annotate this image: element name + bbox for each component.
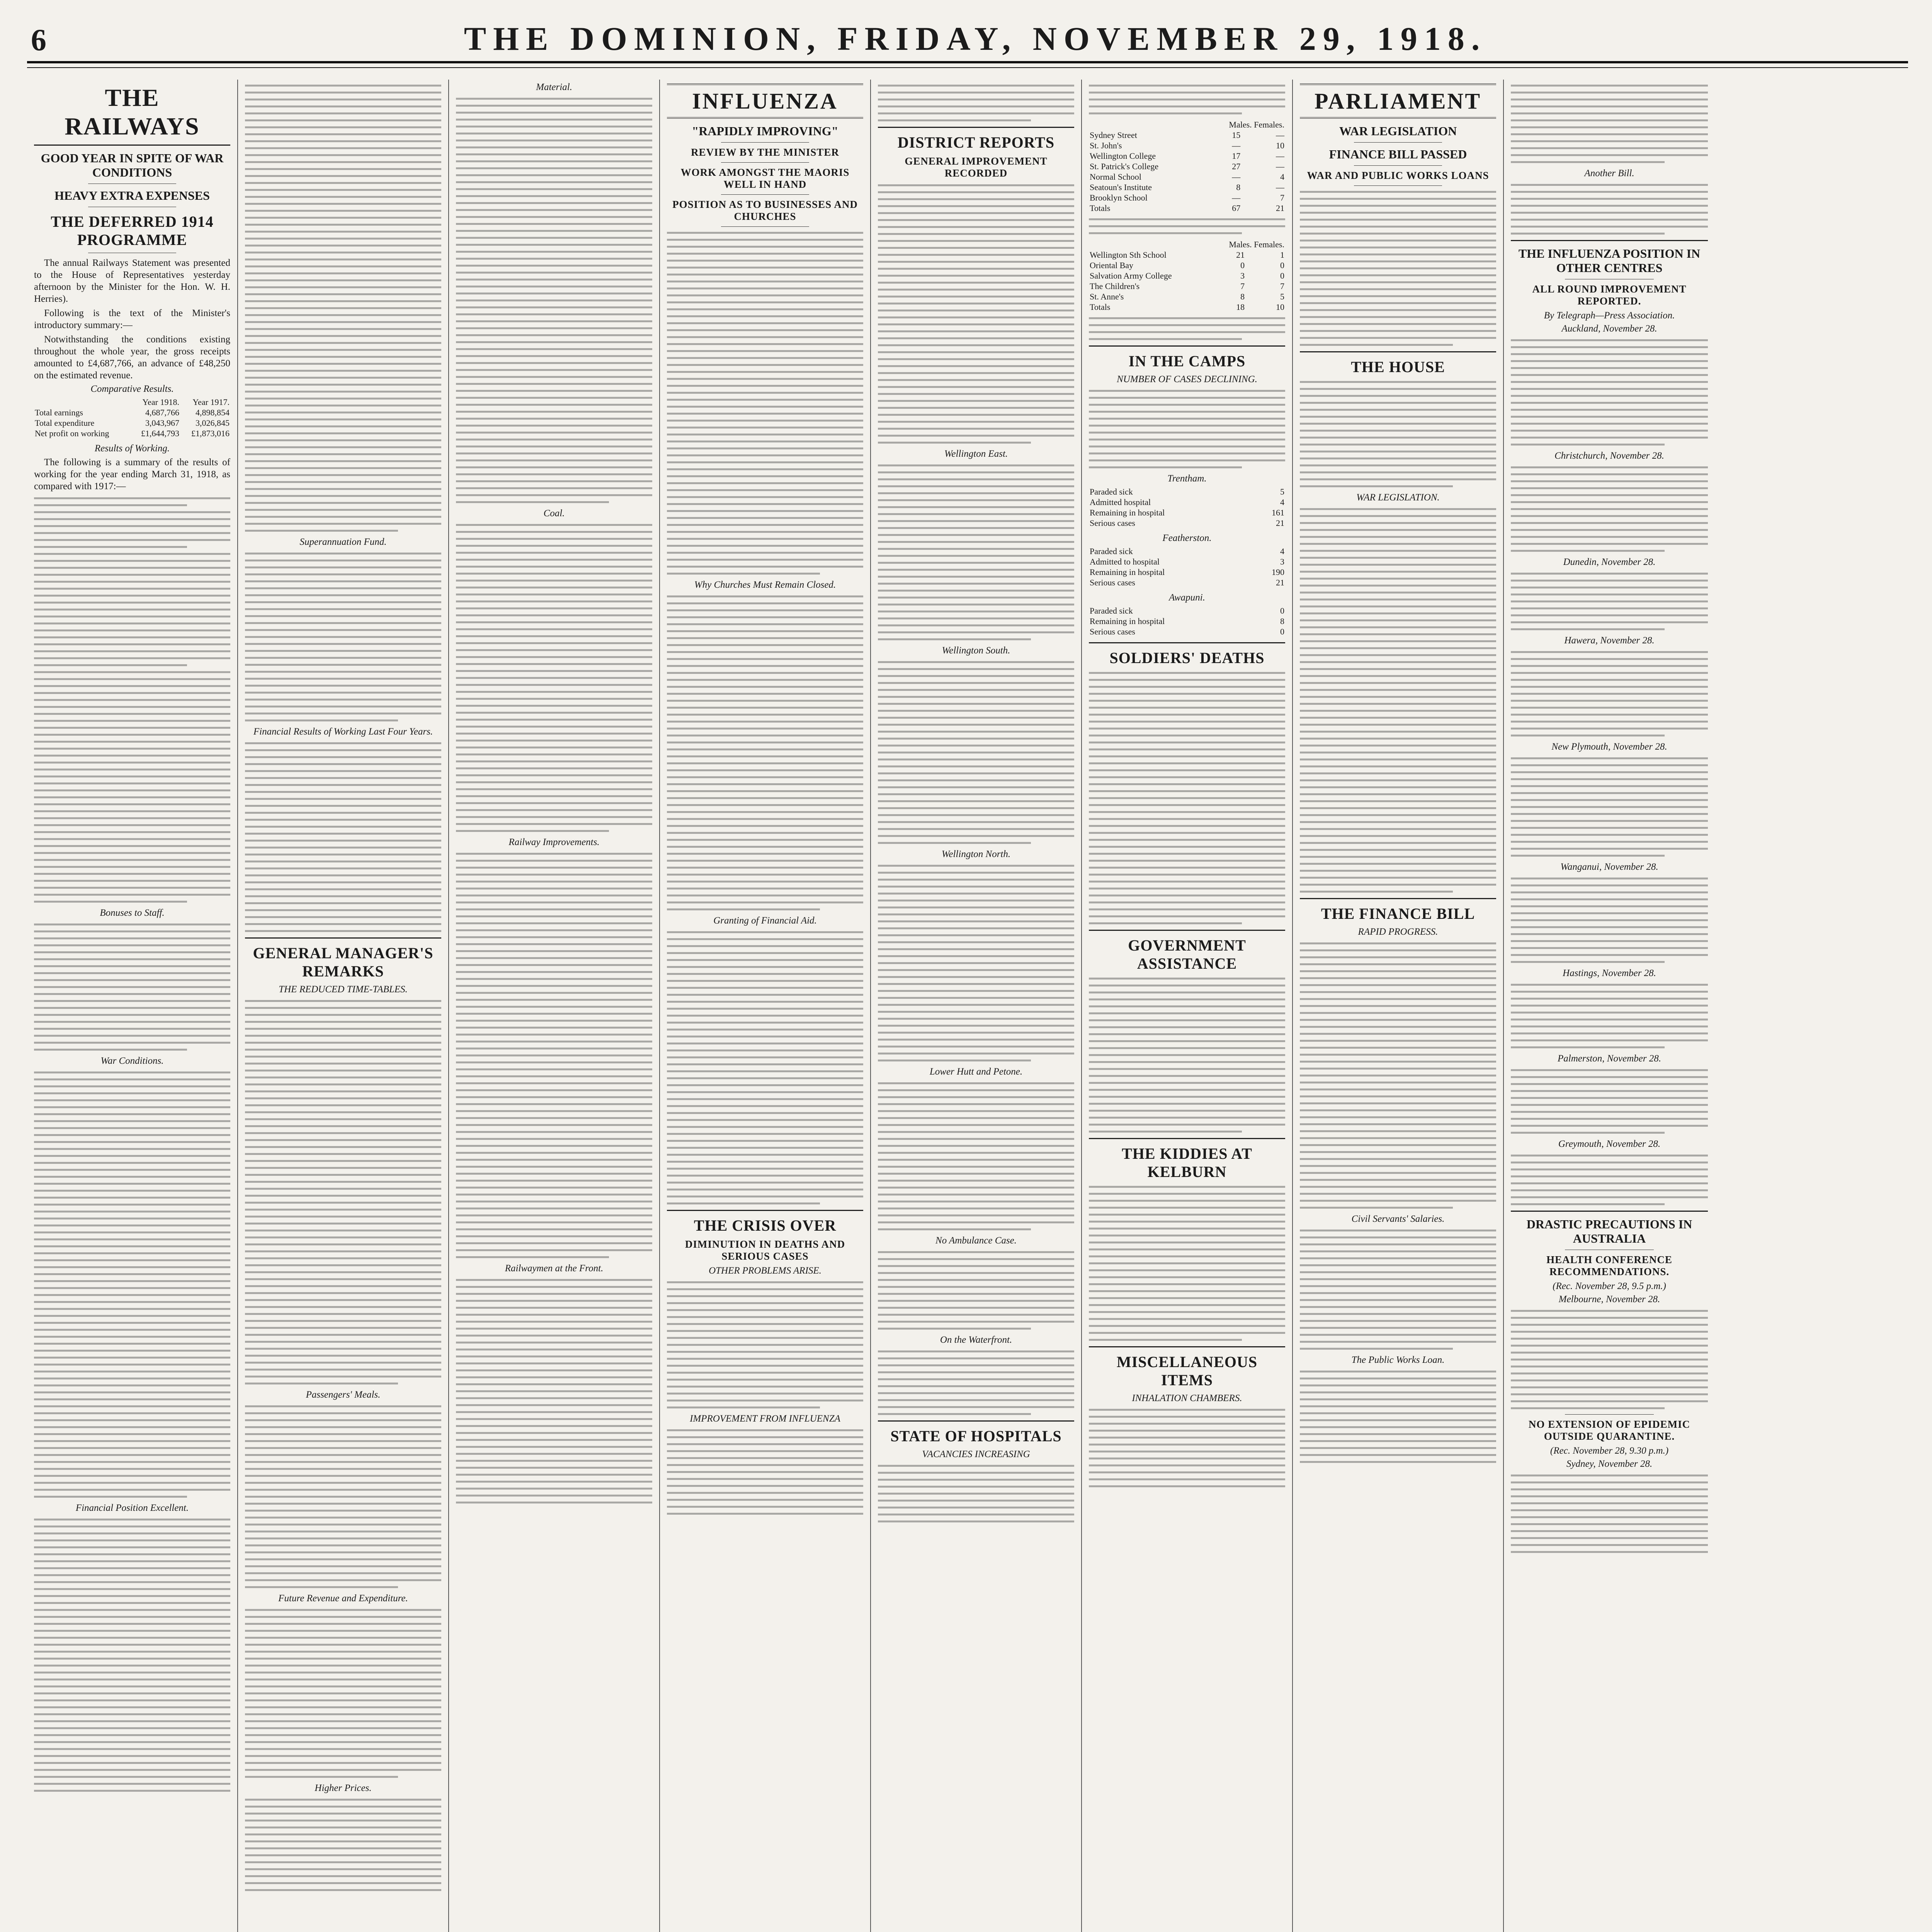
body-text-placeholder — [1511, 984, 1708, 1048]
crisis-heading: THE CRISIS OVER — [694, 1217, 837, 1234]
manager-heading: GENERAL MANAGER'S REMARKS — [253, 944, 434, 980]
column-1 — [27, 80, 238, 1932]
section-heading: Bonuses to Staff. — [100, 908, 165, 918]
influenza-subheading-2: REVIEW BY THE MINISTER — [691, 146, 839, 158]
table-row: St. Anne's 8 5 — [1090, 292, 1284, 301]
section-heading: Wellington East. — [944, 449, 1008, 459]
body-text-placeholder — [1511, 878, 1708, 963]
divider — [1089, 345, 1285, 347]
table-row: Paraded sick 0 — [1090, 606, 1284, 616]
section-heading: Passengers' Meals. — [306, 1389, 381, 1400]
camp-name: Trentham. — [1167, 473, 1207, 484]
body-text-placeholder — [1089, 85, 1285, 114]
body-text-placeholder — [34, 1519, 230, 1792]
table-row: Paraded sick 4 — [1090, 546, 1284, 556]
finance-bill-heading: THE FINANCE BILL — [1321, 905, 1475, 922]
body-text-placeholder — [245, 1799, 441, 1891]
dateline: Greymouth, November 28. — [1558, 1139, 1661, 1149]
table-row: The Children's 7 7 — [1090, 281, 1284, 291]
australia-subheading: HEALTH CONFERENCE RECOMMENDATIONS. — [1546, 1254, 1672, 1277]
dateline: Christchurch, November 28. — [1554, 451, 1664, 461]
railways-subheading-2: HEAVY EXTRA EXPENSES — [54, 189, 210, 202]
divider — [1511, 240, 1708, 241]
body-text-placeholder — [1511, 1155, 1708, 1205]
body-text-placeholder — [1511, 1310, 1708, 1409]
parliament-subheading-3: WAR AND PUBLIC WORKS LOANS — [1307, 170, 1489, 181]
body-text-placeholder — [878, 1350, 1074, 1415]
deaths-heading: SOLDIERS' DEATHS — [1109, 649, 1265, 667]
dateline: New Plymouth, November 28. — [1551, 742, 1667, 752]
column-2 — [238, 80, 449, 1932]
body-text-placeholder — [1300, 191, 1496, 346]
crisis-subheading-2: OTHER PROBLEMS ARISE. — [709, 1265, 821, 1276]
divider — [1354, 142, 1442, 143]
other-centres-heading: THE INFLUENZA POSITION IN OTHER CENTRES — [1518, 247, 1701, 275]
table-row: Normal School — 4 — [1090, 172, 1284, 182]
divider — [878, 127, 1074, 128]
body-text-placeholder — [667, 931, 863, 1204]
body-text-placeholder — [1089, 672, 1285, 924]
hospitals-subheading: VACANCIES INCREASING — [922, 1449, 1030, 1459]
misc-heading: MISCELLANEOUS ITEMS — [1116, 1353, 1258, 1389]
camps-heading: IN THE CAMPS — [1128, 352, 1246, 370]
dateline: Sydney, November 28. — [1566, 1459, 1653, 1469]
body-text-placeholder — [667, 232, 863, 575]
district-reports-heading: DISTRICT REPORTS — [897, 134, 1055, 151]
dateline: Wanganui, November 28. — [1560, 862, 1658, 872]
body-text-placeholder — [667, 1429, 863, 1515]
body-text-placeholder — [1511, 1475, 1708, 1553]
table-header-row: Males. Females. — [1229, 240, 1284, 249]
section-heading: Civil Servants' Salaries. — [1351, 1214, 1445, 1224]
influenza-subheading-4: POSITION AS TO BUSINESSES AND CHURCHES — [672, 199, 858, 222]
table-placeholder — [245, 742, 441, 932]
divider — [1511, 1211, 1708, 1212]
body-text-placeholder — [1089, 1409, 1285, 1487]
table-row: Serious cases 21 — [1090, 578, 1284, 587]
results-of-working-title: Results of Working. — [94, 443, 170, 454]
section-heading: No Ambulance Case. — [935, 1235, 1017, 1246]
body-text-placeholder — [878, 1465, 1074, 1522]
finance-bill-subheading: RAPID PROGRESS. — [1358, 927, 1438, 937]
divider — [667, 1210, 863, 1211]
table-row: St. John's — 10 — [1090, 141, 1284, 150]
divider — [1565, 1414, 1654, 1415]
parliament-subheading-1: WAR LEGISLATION — [1339, 124, 1457, 138]
railways-subheading-1: GOOD YEAR IN SPITE OF WAR CONDITIONS — [41, 151, 224, 179]
divider — [1089, 642, 1285, 643]
district-reports-subheading: GENERAL IMPROVEMENT RECORDED — [905, 155, 1048, 179]
body-text-placeholder — [878, 85, 1074, 121]
section-heading: Financial Position Excellent. — [75, 1503, 189, 1513]
body-text-placeholder — [1511, 573, 1708, 630]
section-heading: Railway Improvements. — [509, 837, 600, 847]
column-3 — [449, 80, 660, 1932]
body-text-placeholder — [878, 865, 1074, 1061]
camp-name: Featherston. — [1162, 533, 1212, 543]
table-row: Sydney Street 15 — — [1090, 130, 1284, 140]
body-text-placeholder — [667, 1281, 863, 1408]
section-heading: Another Bill. — [1584, 168, 1634, 179]
table-row: Remaining in hospital 8 — [1090, 616, 1284, 626]
hospital-table-a — [1089, 119, 1285, 213]
body-text-placeholder — [1089, 317, 1285, 340]
divider — [721, 226, 809, 227]
section-heading: Why Churches Must Remain Closed. — [694, 580, 836, 590]
influenza-subheading-3: WORK AMONGST THE MAORIS WELL IN HAND — [680, 167, 850, 190]
parliament-subheading-2: FINANCE BILL PASSED — [1329, 147, 1467, 161]
railways-para-4: The following is a summary of the results of working for the year ending March 31, 1918, as compared with 1917:— — [34, 457, 230, 492]
column-5 — [871, 80, 1082, 1932]
body-text-placeholder — [34, 497, 230, 903]
camp-table-awapuni — [1089, 605, 1285, 637]
section-heading: War Conditions. — [100, 1056, 164, 1066]
body-text-placeholder — [245, 1609, 441, 1778]
section-heading: Wellington South. — [942, 645, 1010, 656]
section-heading: Superannuation Fund. — [299, 537, 387, 547]
newspaper-title: THE DOMINION, FRIDAY, NOVEMBER 29, 1918. — [464, 20, 1487, 57]
body-text-placeholder — [878, 1251, 1074, 1330]
table-header-row: Males. Females. — [1229, 120, 1284, 129]
section-heading: Lower Hutt and Petone. — [929, 1066, 1023, 1077]
section-heading: On the Waterfront. — [940, 1335, 1012, 1345]
table-row: Total expenditure 3,043,967 3,026,845 — [35, 418, 230, 428]
received-date: (Rec. November 28, 9.5 p.m.) — [1553, 1281, 1666, 1291]
table-header-row: Year 1918. Year 1917. — [142, 397, 230, 407]
divider — [878, 1420, 1074, 1422]
dateline: Hawera, November 28. — [1564, 635, 1655, 646]
received-date: (Rec. November 28, 9.30 p.m.) — [1550, 1446, 1669, 1456]
body-text-placeholder — [1511, 184, 1708, 235]
section-heading: Financial Results of Working Last Four Years. — [253, 726, 433, 737]
divider — [721, 194, 809, 195]
camp-name: Awapuni. — [1169, 592, 1205, 603]
body-text-placeholder — [34, 1071, 230, 1498]
table-total-row: Totals 67 21 — [1090, 203, 1284, 213]
body-text-placeholder — [245, 553, 441, 721]
railways-para-2: Following is the text of the Minister's introductory summary:— — [34, 308, 230, 330]
body-text-placeholder — [1300, 942, 1496, 1209]
body-text-placeholder — [1511, 85, 1708, 163]
comparative-results-table — [34, 397, 230, 439]
other-centres-subheading: ALL ROUND IMPROVEMENT REPORTED. — [1532, 283, 1687, 307]
body-text-placeholder — [34, 923, 230, 1051]
house-heading: THE HOUSE — [1351, 358, 1445, 376]
camp-table-trentham — [1089, 486, 1285, 528]
kiddies-heading: THE KIDDIES AT KELBURN — [1122, 1145, 1252, 1180]
body-text-placeholder — [1300, 1371, 1496, 1463]
body-text-placeholder — [878, 1082, 1074, 1230]
body-text-placeholder — [878, 464, 1074, 640]
section-heading: Wellington North. — [941, 849, 1011, 859]
table-row: Admitted hospital 4 — [1090, 497, 1284, 507]
table-row: Admitted to hospital 3 — [1090, 557, 1284, 566]
table-placeholder — [456, 98, 652, 503]
gov-assistance-heading: GOVERNMENT ASSISTANCE — [1128, 937, 1246, 972]
table-row: Wellington College 17 — — [1090, 151, 1284, 161]
war-legislation-subheading: WAR LEGISLATION. — [1356, 492, 1440, 503]
section-heading: Railwaymen at the Front. — [505, 1263, 604, 1274]
divider — [1354, 185, 1442, 186]
comparative-results-title: Comparative Results. — [90, 384, 174, 394]
columns — [27, 80, 1908, 1932]
timetables-subheading: THE REDUCED TIME-TABLES. — [279, 984, 408, 995]
body-text-placeholder — [1300, 381, 1496, 487]
hospital-table-b — [1089, 239, 1285, 312]
influenza-subheading-1: "RAPIDLY IMPROVING" — [692, 124, 838, 138]
body-text-placeholder — [245, 1405, 441, 1588]
body-text-placeholder — [456, 524, 652, 832]
masthead — [27, 15, 1908, 58]
table-row: Seatoun's Institute 8 — — [1090, 182, 1284, 192]
column-6 — [1082, 80, 1293, 1932]
crisis-subheading: DIMINUTION IN DEATHS AND SERIOUS CASES — [685, 1238, 845, 1262]
divider — [721, 142, 809, 143]
railways-heading: THE RAILWAYS — [34, 83, 230, 146]
table-row: Salvation Army College 3 0 — [1090, 271, 1284, 281]
body-text-placeholder — [456, 1279, 652, 1503]
dateline: Hastings, November 28. — [1563, 968, 1656, 978]
section-heading: Higher Prices. — [315, 1783, 372, 1793]
table-row: Wellington Sth School 21 1 — [1090, 250, 1284, 260]
table-row: St. Patrick's College 27 — — [1090, 162, 1284, 171]
hospitals-heading: STATE OF HOSPITALS — [890, 1427, 1062, 1445]
railways-para-3: Notwithstanding the conditions existing throughout the whole year, the gross receipts amounted to £4,687,766, an advance of £48,250 on the estimated revenue. — [34, 334, 230, 381]
body-text-placeholder — [456, 853, 652, 1258]
material-table-title: Material. — [536, 82, 572, 92]
railways-para-1: The annual Railways Statement was presented to the House of Representatives yesterday afternoon by the Minister for the Hon. W. H. Herries). — [34, 258, 230, 304]
body-text-placeholder — [878, 184, 1074, 444]
camps-subheading: NUMBER OF CASES DECLINING. — [1117, 374, 1257, 384]
body-text-placeholder — [1511, 339, 1708, 446]
no-extension-heading: NO EXTENSION OF EPIDEMIC OUTSIDE QUARANTINE. — [1528, 1418, 1690, 1442]
body-text-placeholder — [1300, 508, 1496, 893]
press-association-credit: By Telegraph—Press Association. — [1544, 310, 1675, 321]
body-text-placeholder — [245, 1000, 441, 1384]
misc-subheading: INHALATION CHAMBERS. — [1132, 1393, 1242, 1403]
section-heading: Future Revenue and Expenditure. — [278, 1593, 408, 1604]
masthead-rule — [27, 61, 1908, 68]
table-row: Remaining in hospital 161 — [1090, 508, 1284, 517]
parliament-heading: PARLIAMENT — [1300, 83, 1496, 119]
influenza-heading: INFLUENZA — [667, 83, 863, 119]
body-text-placeholder — [1300, 1230, 1496, 1350]
body-text-placeholder — [667, 595, 863, 910]
divider — [1354, 165, 1442, 166]
divider — [1089, 1346, 1285, 1347]
australia-heading: DRASTIC PRECAUTIONS IN AUSTRALIA — [1526, 1217, 1692, 1245]
table-row: Net profit on working £1,644,793 £1,873,016 — [35, 429, 230, 438]
divider — [1300, 898, 1496, 899]
body-text-placeholder — [1511, 757, 1708, 857]
body-text-placeholder — [1089, 1186, 1285, 1341]
column-8 — [1504, 80, 1715, 1932]
table-row: Serious cases 0 — [1090, 627, 1284, 636]
column-4 — [660, 80, 871, 1932]
table-total-row: Totals 18 10 — [1090, 302, 1284, 312]
dateline: Dunedin, November 28. — [1563, 557, 1656, 567]
section-heading: Coal. — [543, 508, 565, 519]
divider — [721, 162, 809, 163]
dateline: Auckland, November 28. — [1561, 323, 1657, 334]
body-text-placeholder — [1511, 1069, 1708, 1134]
body-text-placeholder — [1089, 390, 1285, 468]
section-heading: The Public Works Loan. — [1351, 1355, 1445, 1365]
body-text-placeholder — [878, 661, 1074, 844]
body-text-placeholder — [1089, 218, 1285, 234]
table-row: Remaining in hospital 190 — [1090, 567, 1284, 577]
body-text-placeholder — [1089, 978, 1285, 1133]
table-row: Serious cases 21 — [1090, 518, 1284, 528]
table-row: Brooklyn School — 7 — [1090, 193, 1284, 202]
section-heading: IMPROVEMENT FROM INFLUENZA — [690, 1413, 840, 1424]
divider — [1089, 1138, 1285, 1139]
divider — [245, 937, 441, 939]
dateline: Melbourne, November 28. — [1558, 1294, 1660, 1304]
body-text-placeholder — [1511, 466, 1708, 552]
table-row: Paraded sick 5 — [1090, 487, 1284, 497]
dateline: Palmerston, November 28. — [1557, 1053, 1662, 1064]
table-row: Oriental Bay 0 0 — [1090, 260, 1284, 270]
column-7 — [1293, 80, 1504, 1932]
body-text-placeholder — [245, 85, 441, 532]
body-text-placeholder — [1511, 651, 1708, 736]
page-number: 6 — [31, 23, 46, 57]
divider — [1300, 351, 1496, 352]
railways-subheading-3: THE DEFERRED 1914 PROGRAMME — [51, 213, 214, 248]
section-heading: Granting of Financial Aid. — [713, 915, 817, 926]
divider — [1089, 930, 1285, 931]
camp-table-featherston — [1089, 546, 1285, 588]
table-row: Total earnings 4,687,766 4,898,854 — [35, 408, 230, 417]
